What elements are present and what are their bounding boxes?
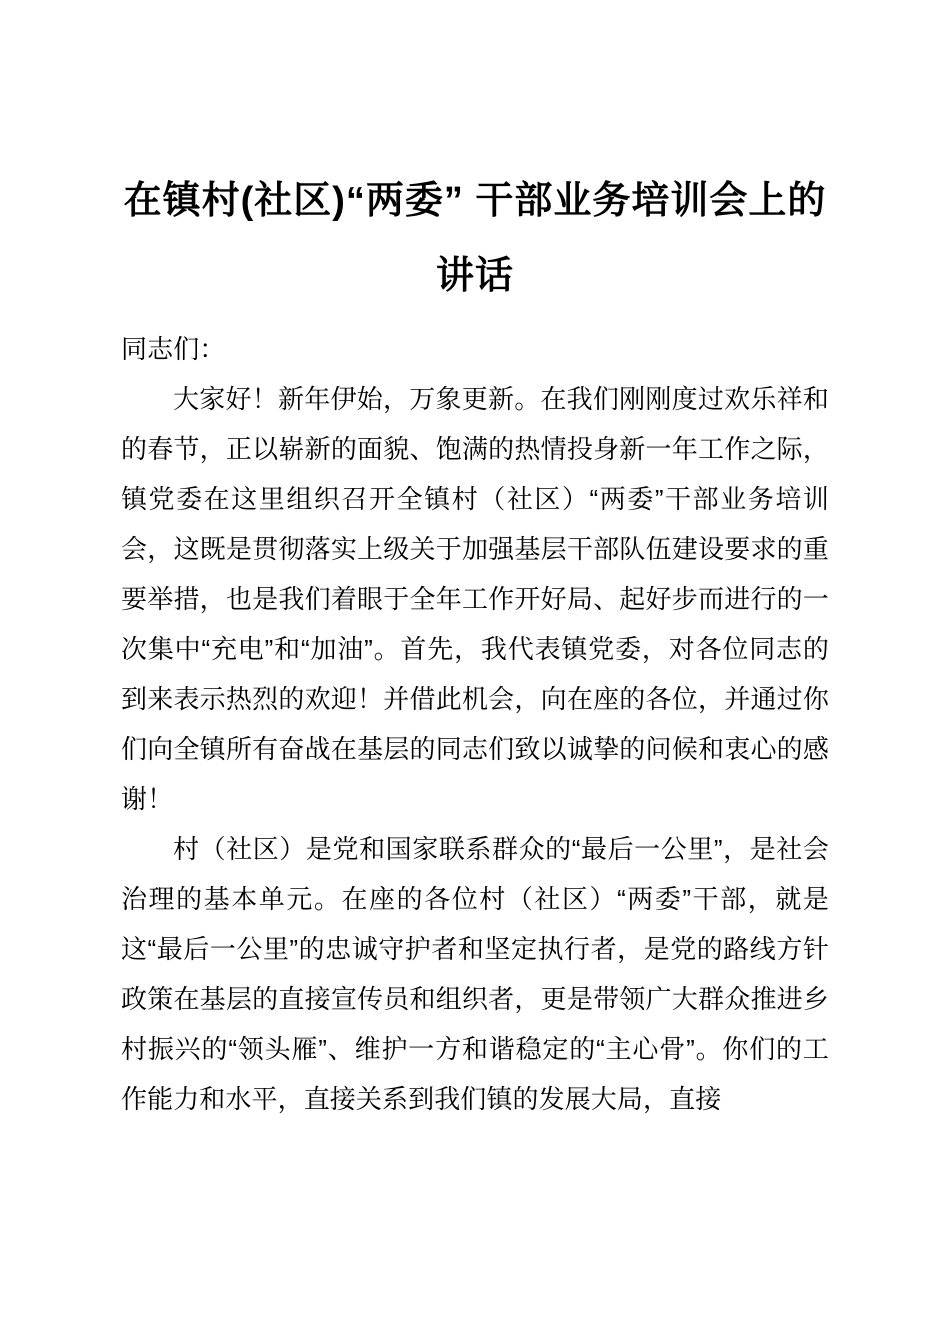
- paragraph: 大家好！新年伊始，万象更新。在我们刚刚度过欢乐祥和的春节，正以崭新的面貌、饱满的热情投身新一年工作之际，镇党委在这里组织召开全镇村（社区）“两委”干部业务培训会，这既是贯彻落实上级关于加强基层干部队伍建设要求的重要举措，也是我们着眼于全年工作开好局、起好步而进行的一次集中“充电”和“加油”。首先，我代表镇党委，对各位同志的到来表示热烈的欢迎！并借此机会，向在座的各位，并通过你们向全镇所有奋战在基层的同志们致以诚挚的问候和衷心的感谢！: [121, 384, 829, 814]
- paragraph: 村（社区）是党和国家联系群众的“最后一公里”，是社会治理的基本单元。在座的各位村（社区）“两委”干部，就是这“最后一公里”的忠诚守护者和坚定执行者，是党的路线方针政策在基层的直接宣传员和组织者，更是带领广大群众推进乡村振兴的“领头雁”、维护一方和谐稳定的“主心骨”。你们的工作能力和水平，直接关系到我们镇的发展大局，直接: [121, 834, 829, 1114]
- document-body: [121, 324, 829, 1124]
- document-title: [121, 164, 829, 314]
- document-title-line1: 在镇村(社区)“两委” 干部业务培训会上的: [123, 180, 827, 222]
- salutation-line: 同志们：: [121, 334, 226, 364]
- document-title-line2: 讲话: [435, 255, 514, 297]
